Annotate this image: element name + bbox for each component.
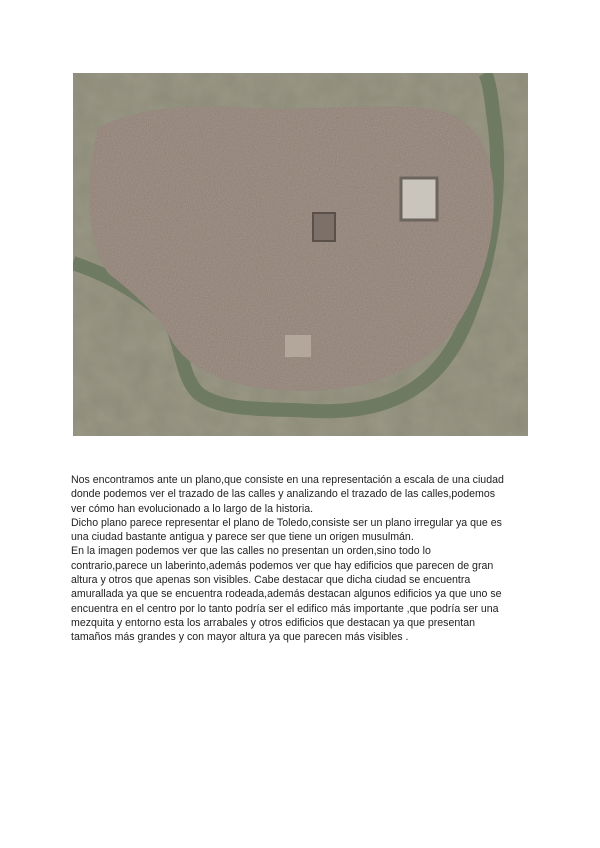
aerial-city-photo — [73, 73, 528, 436]
text-line: una ciudad bastante antigua y parece ser que tiene un origen musulmán. — [71, 531, 414, 544]
body-paragraph — [71, 473, 541, 645]
text-line: Dicho plano parece representar el plano de Toledo,consiste ser un plano irregular ya que es — [71, 516, 502, 529]
text-line: En la imagen podemos ver que las calles no presentan un orden,sino todo lo — [71, 545, 431, 558]
text-line: altura y otros que apenas son visibles. Cabe destacar que dicha ciudad se encuentra — [71, 574, 471, 587]
text-line: ver cómo han evolucionado a lo largo de la historia. — [71, 502, 314, 515]
text-line: tamaños más grandes y con mayor altura ya que parecen más visibles . — [71, 631, 409, 644]
text-line: mezquita y entorno esta los arrabales y otros edificios que destacan ya que presentan — [71, 616, 475, 629]
text-line: encuentra en el centro por lo tanto podría ser el edifico más importante ,que podría ser una — [71, 602, 499, 615]
text-line: amurallada ya que se encuentra rodeada,además destacan algunos edificios ya que uno se — [71, 588, 502, 601]
text-line: Nos encontramos ante un plano,que consiste en una representación a escala de una ciudad — [71, 474, 504, 486]
text-line: contrario,parece un laberinto,además podemos ver que hay edificios que parecen de gran — [71, 559, 494, 572]
text-line: donde podemos ver el trazado de las calles y analizando el trazado de las calles,podemos — [71, 488, 496, 501]
